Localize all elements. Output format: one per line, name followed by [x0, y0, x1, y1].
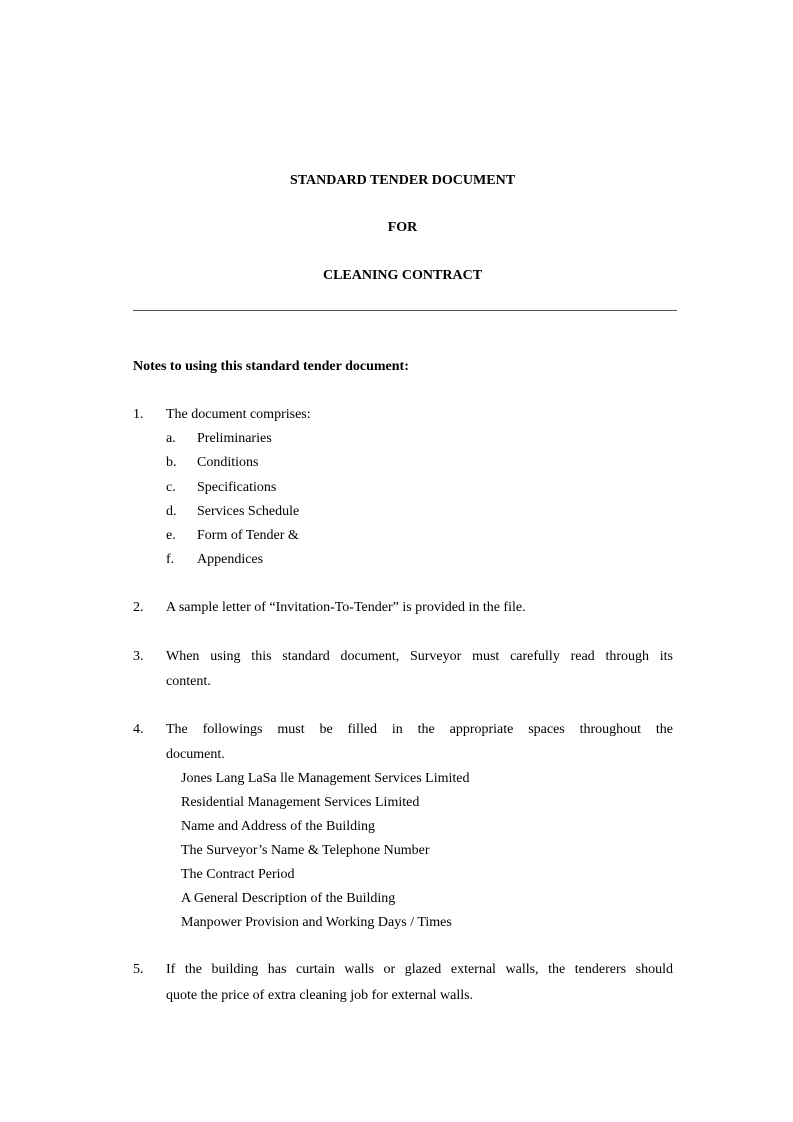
subitem-appendices: Appendices — [197, 552, 264, 567]
item-3-text-line-1: When using this standard document, Surveyor must carefully read through its — [166, 649, 673, 664]
title-line-1: STANDARD TENDER DOCUMENT — [289, 173, 516, 188]
subitem-preliminaries: Preliminaries — [197, 431, 272, 446]
subitem-letter-b: b. — [166, 455, 177, 470]
item-3-text-line-2: content. — [166, 674, 211, 689]
notes-heading: Notes to using this standard tender document: — [133, 359, 409, 374]
item-2-number: 2. — [133, 600, 144, 615]
subitem-letter-c: c. — [166, 480, 176, 495]
item-2-text: A sample letter of “Invitation-To-Tender” is provided in the file. — [166, 600, 526, 615]
item-4-text-line-2: document. — [166, 747, 225, 762]
item-4-number: 4. — [133, 722, 144, 737]
item-4-text-line-1: The followings must be filled in the appropriate spaces throughout the — [166, 722, 673, 737]
item-5-text-line-1: If the building has curtain walls or glazed external walls, the tenderers should — [166, 962, 673, 977]
subitem-letter-f: f. — [166, 552, 175, 567]
fill-item-building-description: A General Description of the Building — [181, 891, 396, 906]
item-1-number: 1. — [133, 407, 144, 422]
fill-item-residential-management: Residential Management Services Limited — [181, 795, 420, 810]
fill-item-contract-period: The Contract Period — [181, 867, 295, 882]
fill-item-building-address: Name and Address of the Building — [181, 819, 376, 834]
item-1-text: The document comprises: — [166, 407, 311, 422]
fill-item-surveyor-contact: The Surveyor’s Name & Telephone Number — [181, 843, 430, 858]
subitem-specifications: Specifications — [197, 480, 277, 495]
fill-item-company: Jones Lang LaSa lle Management Services Limited — [181, 771, 470, 786]
subitem-letter-a: a. — [166, 431, 176, 446]
subitem-letter-d: d. — [166, 504, 177, 519]
subitem-services-schedule: Services Schedule — [197, 504, 300, 519]
item-5-number: 5. — [133, 962, 144, 977]
horizontal-divider — [133, 310, 677, 311]
item-5-text-line-2: quote the price of extra cleaning job for external walls. — [166, 988, 474, 1003]
title-line-3: CLEANING CONTRACT — [322, 268, 483, 283]
item-3-number: 3. — [133, 649, 144, 664]
subitem-form-of-tender: Form of Tender & — [197, 528, 299, 543]
subitem-conditions: Conditions — [197, 455, 259, 470]
title-line-2: FOR — [387, 220, 418, 235]
subitem-letter-e: e. — [166, 528, 176, 543]
fill-item-manpower: Manpower Provision and Working Days / Times — [181, 915, 452, 930]
